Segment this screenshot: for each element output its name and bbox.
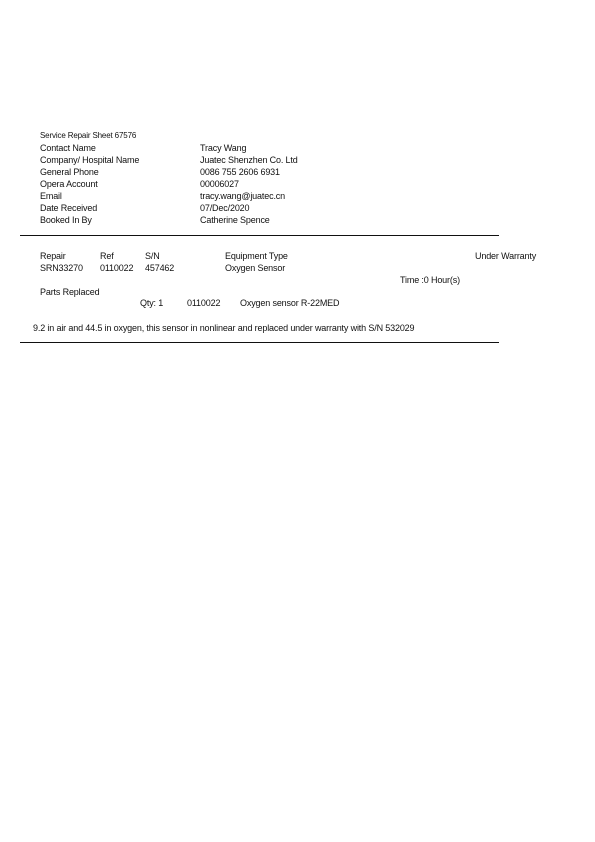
- repair-note: 9.2 in air and 44.5 in oxygen, this sensor in nonlinear and replaced under warranty with S/N 532029: [33, 323, 415, 333]
- part-code: 0110022: [187, 298, 221, 308]
- company-label: Company/ Hospital Name: [40, 155, 140, 165]
- account-value: 00006027: [200, 179, 239, 189]
- booked-in-by-value: Catherine Spence: [200, 215, 270, 225]
- section-divider-bottom: [20, 342, 499, 343]
- email-value: tracy.wang@juatec.cn: [200, 191, 286, 201]
- part-qty: Qty: 1: [140, 298, 164, 308]
- contact-name-value: Tracy Wang: [200, 143, 247, 153]
- equipment-type-header: Equipment Type: [225, 251, 288, 261]
- phone-value: 0086 755 2606 6931: [200, 167, 280, 177]
- parts-replaced-label: Parts Replaced: [40, 287, 100, 297]
- sheet-title: Service Repair Sheet 67576: [40, 131, 137, 140]
- email-label: Email: [40, 191, 62, 201]
- booked-in-by-label: Booked In By: [40, 215, 92, 225]
- account-label: Opera Account: [40, 179, 98, 189]
- repair-header: Repair: [40, 251, 66, 261]
- date-received-label: Date Received: [40, 203, 98, 213]
- ref-header: Ref: [100, 251, 114, 261]
- part-description: Oxygen sensor R-22MED: [240, 298, 340, 308]
- equipment-type: Oxygen Sensor: [225, 263, 286, 273]
- company-value: Juatec Shenzhen Co. Ltd: [200, 155, 298, 165]
- section-divider-top: [20, 235, 499, 236]
- serial-number: 457462: [145, 263, 175, 273]
- contact-name-label: Contact Name: [40, 143, 96, 153]
- sn-header: S/N: [145, 251, 160, 261]
- phone-label: General Phone: [40, 167, 99, 177]
- repair-number: SRN33270: [40, 263, 83, 273]
- ref-number: 0110022: [100, 263, 134, 273]
- warranty-status: Under Warranty: [475, 251, 537, 261]
- date-received-value: 07/Dec/2020: [200, 203, 250, 213]
- time-spent: Time :0 Hour(s): [400, 275, 460, 285]
